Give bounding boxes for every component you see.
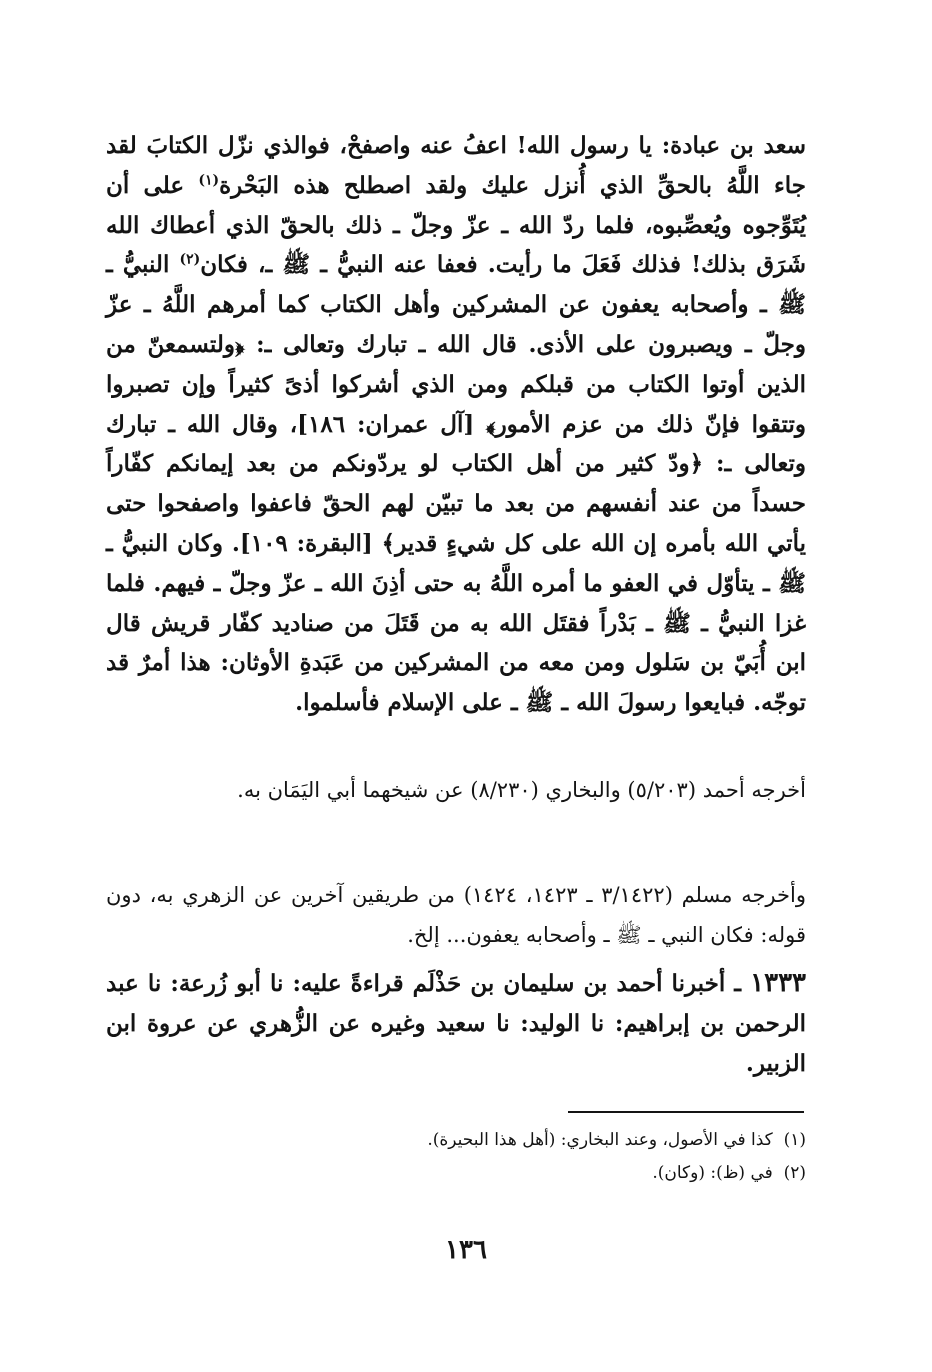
- footnote-item: [106, 1157, 806, 1190]
- source-note-ahmad-bukhari: أخرجه أحمد (٥/٢٠٣) والبخاري (٨/٢٣٠) عن شيخهما أبي اليَمَان به.: [237, 778, 806, 802]
- footnote-reference-1[interactable]: (١): [198, 172, 220, 189]
- footnote-mark: (٢): [783, 1163, 806, 1183]
- footnote-text: كذا في الأصول، وعند البخاري: (أهل هذا البحيرة).: [427, 1130, 773, 1150]
- source-note-muslim: وأخرجه مسلم (٣/١٤٢٢ ـ ١٤٢٣، ١٤٢٤) من طريقين آخرين عن الزهري به، دون قوله: فكان النبي ـ ﷺ ـ وأصحابه يعفون... إلخ.: [106, 883, 806, 947]
- main-paragraph-text-1: سعد بن عبادة: يا رسول الله! اعفُ عنه واصفحْ، فوالذي نزّل الكتابَ لقد جاء اللَّهُ بالحقِّ الذي أُنزل عليك ولقد اصطلح هذه البَحْرة: [106, 132, 806, 199]
- hadith-chain-text: ـ أخبرنا أحمد بن سليمان بن حَذْلَم قراءةً عليه: نا أبو زُرعة: نا عبد الرحمن بن إبراهيم: نا الوليد: نا سعيد وغيره عن الزُّهري عن عروة ابن الزبير.: [106, 970, 806, 1077]
- main-paragraph: [106, 126, 806, 723]
- footnote-divider: [568, 1111, 804, 1113]
- footnote-text: في (ظ): (وكان).: [652, 1163, 773, 1183]
- page-number: ١٣٦: [445, 1235, 487, 1265]
- footnote-item: [106, 1124, 806, 1157]
- footnote-mark: (١): [783, 1130, 806, 1150]
- hadith-number: ١٣٣٣: [750, 968, 806, 998]
- footnotes-list: [106, 1124, 806, 1190]
- main-paragraph-text-2: على أن يُتَوِّجوه ويُعصِّبوه، فلما ردّ الله ـ عزّ وجلّ ـ ذلك بالحقّ الذي أعطاك الله شَرَق بذلك! فذلك فَعَلَ ما رأيت. فعفا عنه النبيُّ ـ ﷺ ـ، فكان: [106, 171, 807, 279]
- hadith-entry: [106, 964, 806, 1083]
- footnote-reference-2[interactable]: (٢): [179, 251, 201, 268]
- main-paragraph-text-3: النبيُّ ـ ﷺ ـ وأصحابه يعفون عن المشركين وأهل الكتاب كما أمرهم اللَّهُ ـ عزّ وجلّ ـ ويصبرون على الأذى. قال الله ـ تبارك وتعالى ـ: ﴿ولتسمعنّ من الذين أوتوا الكتاب من قبلكم ومن الذي أشركوا أذىً كثيراً وإن تصبروا وتتقوا فإنّ ذلك من عزم الأمور﴾ [آل عمران: ١٨٦]، وقال الله ـ تبارك وتعالى ـ: ﴿ودّ كثير من أهل الكتاب لو يردّونكم من بعد إيمانكم كفّاراً حسداً من عند أنفسهم من بعد ما تبيّن لهم الحقّ فاعفوا واصفحوا حتى يأتي الله بأمره إن الله على كل شيءٍ قدير﴾ [البقرة: ١٠٩]. وكان النبيُّ ـ ﷺ ـ يتأوّل في العفو ما أمره اللَّهُ به حتى أذِنَ الله ـ عزّ وجلّ ـ فيهم. فلما غزا النبيُّ ـ ﷺ ـ بَدْراً فقتَل الله به من قَتَلَ من صناديد كفّار قريش قال ابن أُبَيّ بن سَلول ومن معه من المشركين من عَبَدةِ الأوثان: هذا أمرٌ قد توجّه. فبايعوا رسولَ الله ـ ﷺ ـ على الإسلام فأسلموا.: [106, 251, 806, 717]
